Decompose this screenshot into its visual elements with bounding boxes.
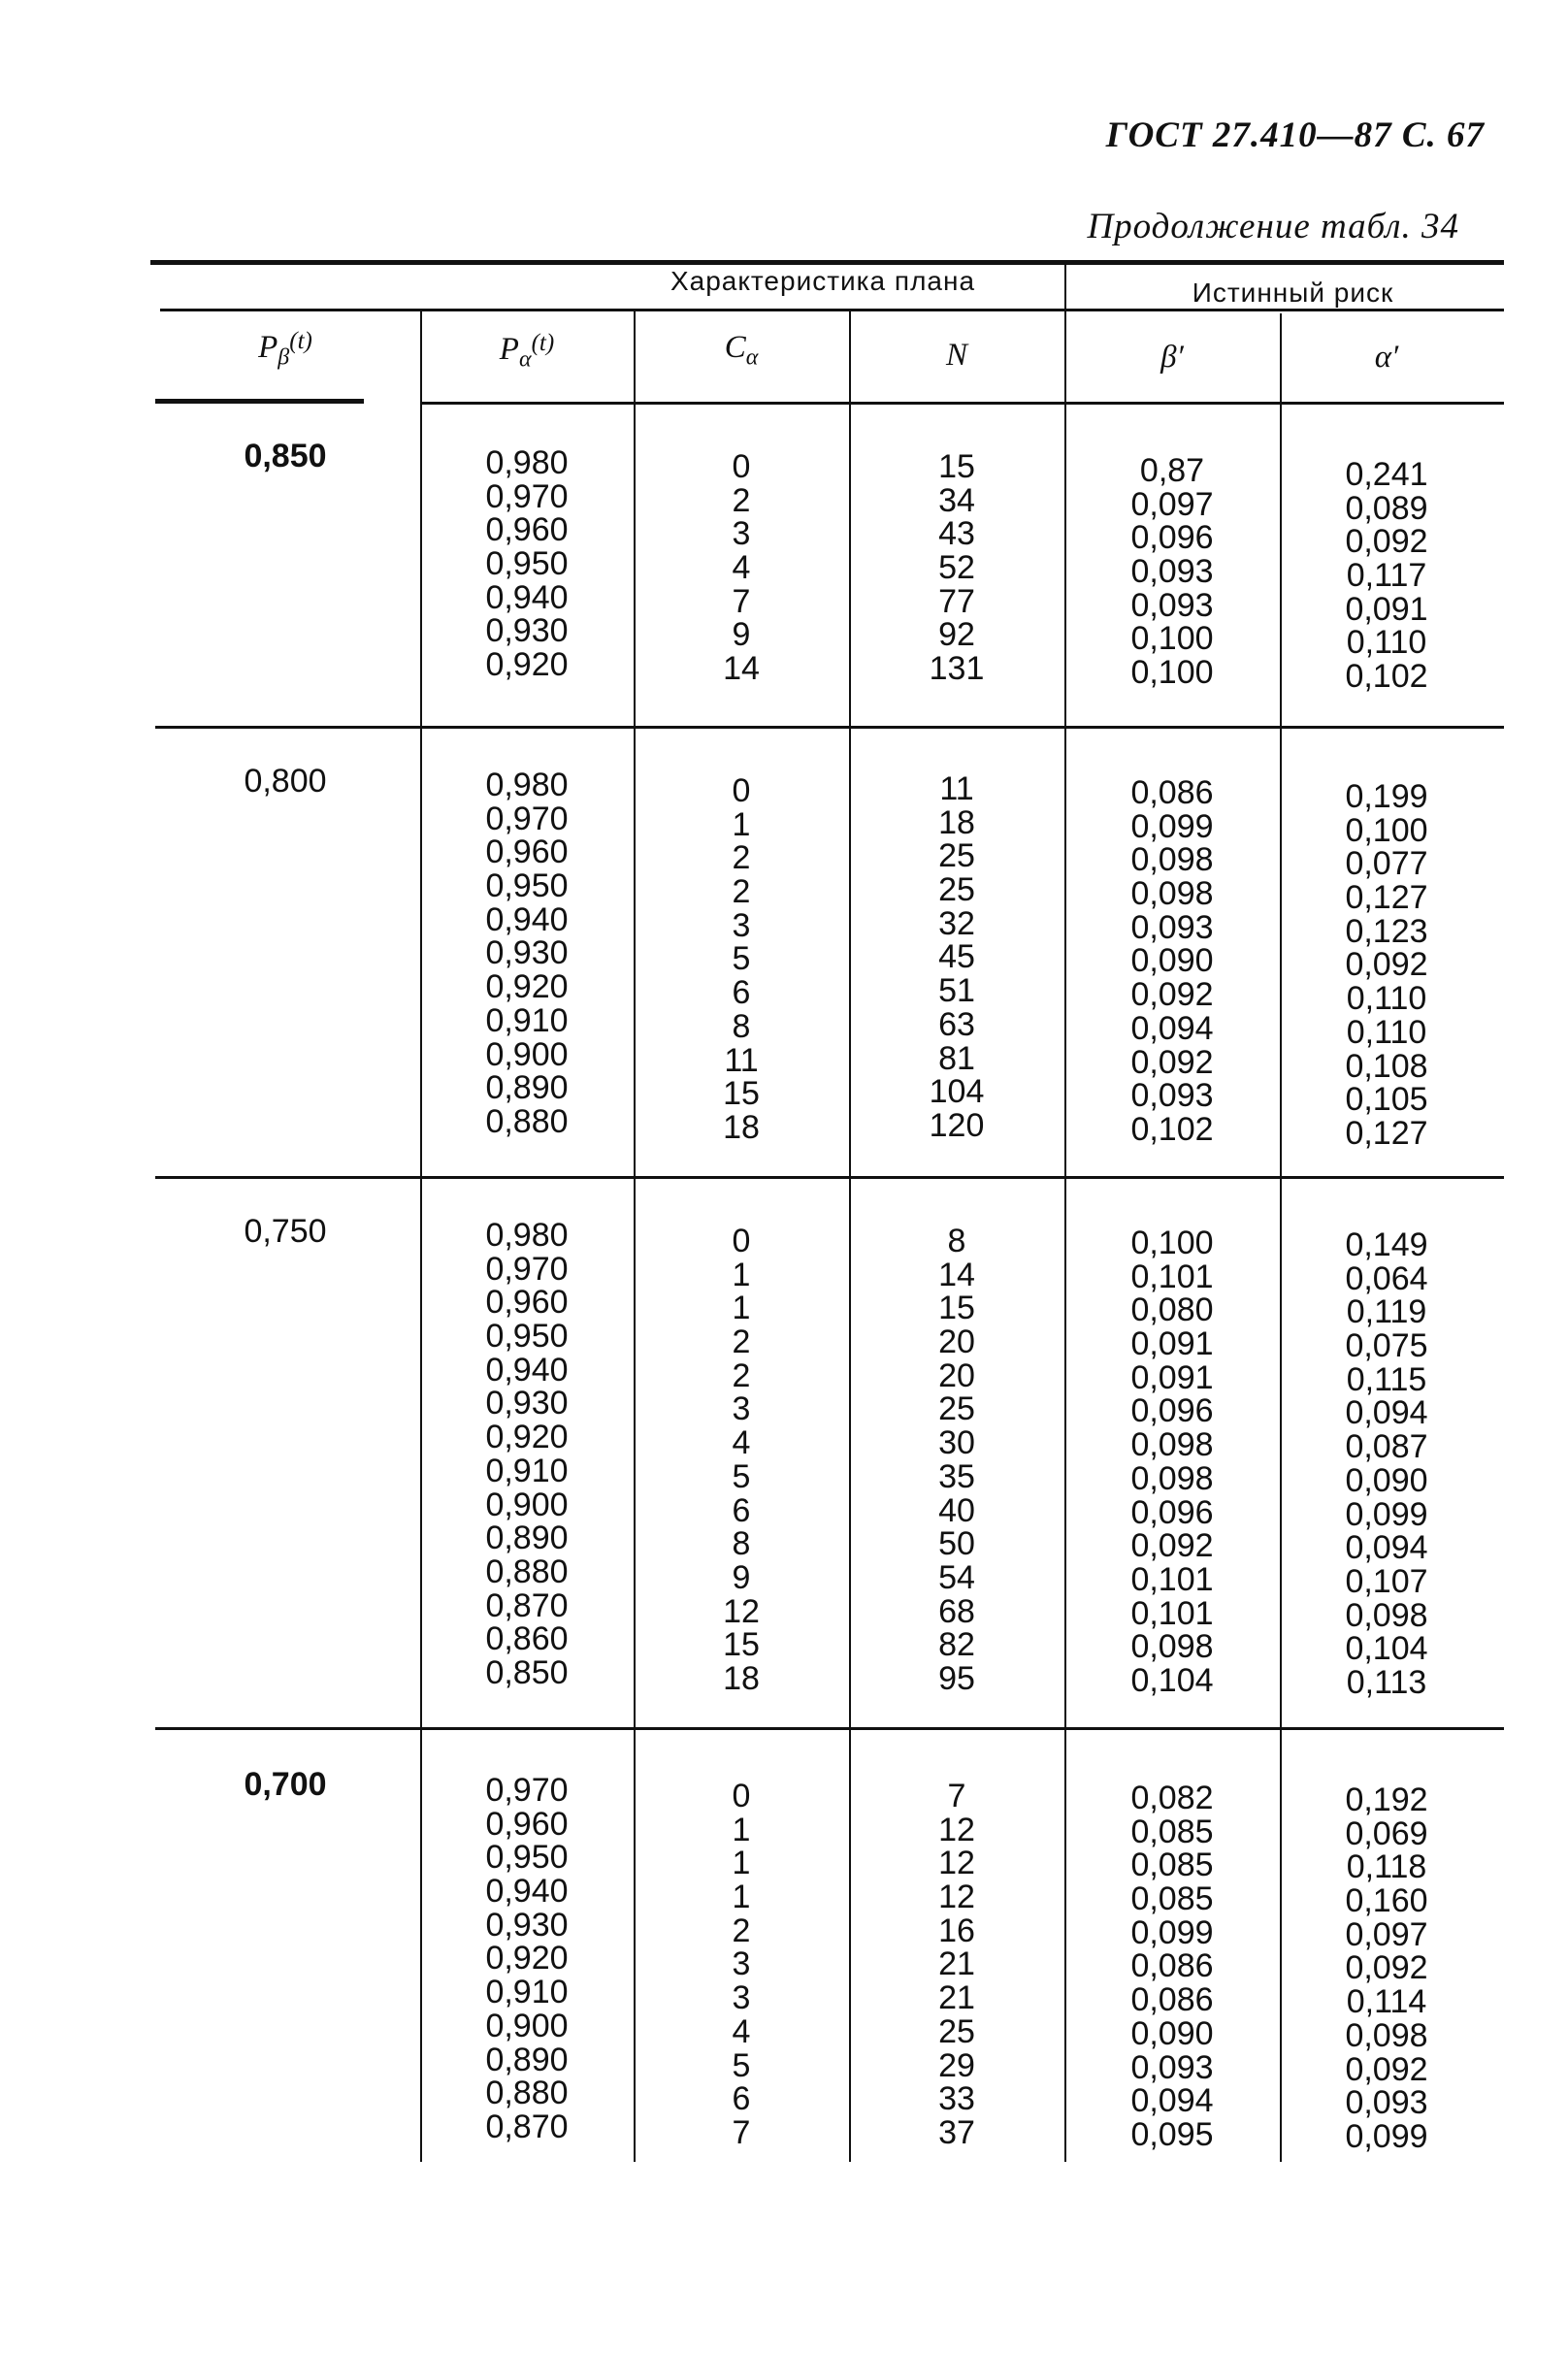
cell: 0,093 [1130, 586, 1214, 624]
cell: 0,940 [485, 900, 569, 938]
cell: 0,127 [1345, 1114, 1428, 1152]
cell: 82 [938, 1626, 975, 1664]
cell: 0,104 [1130, 1661, 1214, 1699]
cell: 12 [938, 1879, 975, 1916]
cell: 0,920 [485, 968, 569, 1006]
cell: 0,099 [1345, 2117, 1428, 2155]
cell: 0,970 [485, 1772, 569, 1809]
cell: 0,241 [1345, 456, 1428, 493]
cell: 0 [732, 1778, 751, 1814]
cell: 5 [732, 940, 751, 978]
cell: 25 [938, 1390, 975, 1428]
cell: 0,960 [485, 511, 569, 549]
cell: 8 [732, 1007, 751, 1045]
cell: 0,940 [485, 1873, 569, 1911]
cell: 0,086 [1130, 1947, 1214, 1985]
cell: 68 [938, 1592, 975, 1630]
group-p-beta-value: 0,700 [244, 1766, 327, 1803]
cell: 0,940 [485, 578, 569, 616]
cell: 0,105 [1345, 1081, 1428, 1119]
cell: 0,920 [485, 1940, 569, 1977]
cell: 0,095 [1130, 2115, 1214, 2153]
cell: 16 [938, 1912, 975, 1949]
cell: 0,970 [485, 800, 569, 837]
col-p-alpha-values [420, 1219, 634, 1690]
cell: 2 [732, 481, 751, 519]
cell: 5 [732, 1457, 751, 1495]
cell: 0,082 [1130, 1780, 1214, 1816]
cell: 0,069 [1345, 1814, 1428, 1852]
cell: 9 [732, 616, 751, 654]
cell: 0,098 [1130, 1628, 1214, 1666]
cell: 0,123 [1345, 912, 1428, 950]
col-c-alpha-values [634, 1225, 849, 1696]
cell: 0,098 [1345, 2016, 1428, 2054]
cell: 0,092 [1130, 976, 1214, 1014]
group-p-beta-value: 0,800 [244, 763, 327, 800]
cell: 0,870 [485, 1586, 569, 1624]
cell: 0,900 [485, 2007, 569, 2044]
cell: 0,086 [1130, 1981, 1214, 2019]
cell: 14 [723, 650, 760, 688]
cell: 25 [938, 871, 975, 909]
cell: 0,093 [1130, 908, 1214, 946]
cell: 0,930 [485, 934, 569, 972]
cell: 0,097 [1345, 1915, 1428, 1953]
cell: 0,950 [485, 867, 569, 905]
cell: 0,090 [1130, 942, 1214, 980]
cell: 95 [938, 1659, 975, 1697]
cell: 0,064 [1345, 1259, 1428, 1297]
cell: 0,102 [1345, 658, 1428, 696]
cell: 1 [732, 1879, 751, 1916]
cell: 0,101 [1130, 1560, 1214, 1598]
cell: 0,092 [1345, 1949, 1428, 1987]
cell: 12 [938, 1845, 975, 1882]
cell: 43 [938, 515, 975, 553]
col-beta-prime-values [1064, 776, 1280, 1147]
cell: 0,119 [1346, 1293, 1427, 1331]
cell: 0,100 [1345, 811, 1428, 849]
cell: 15 [723, 1626, 760, 1664]
cell: 0,099 [1345, 1495, 1428, 1533]
cell: 0,890 [485, 2041, 569, 2078]
col-beta-prime-values [1064, 454, 1280, 690]
cell: 18 [938, 803, 975, 841]
cell: 21 [938, 1945, 975, 1983]
cell: 3 [732, 515, 751, 553]
cell: 1 [732, 805, 751, 843]
cell: 32 [938, 904, 975, 942]
cell: 0,920 [485, 1419, 569, 1456]
cell: 40 [938, 1491, 975, 1529]
cell: 0,950 [485, 545, 569, 583]
cell: 25 [938, 837, 975, 875]
cell: 45 [938, 938, 975, 976]
cell: 0,850 [485, 1653, 569, 1691]
cell: 4 [732, 2012, 751, 2050]
cell: 0,096 [1130, 1493, 1214, 1531]
cell: 104 [929, 1073, 985, 1111]
cell: 0,87 [1139, 452, 1205, 489]
cell: 0,102 [1130, 1110, 1214, 1148]
cell: 0,920 [485, 646, 569, 684]
cell: 2 [732, 839, 751, 877]
cell: 0,093 [1130, 553, 1214, 591]
cell: 0,930 [485, 612, 569, 650]
col-beta-prime-values [1064, 1226, 1280, 1698]
cell: 1 [732, 1290, 751, 1327]
cell: 0,098 [1345, 1596, 1428, 1634]
cell: 0,085 [1130, 1880, 1214, 1918]
cell: 0,094 [1345, 1529, 1428, 1567]
cell: 81 [938, 1039, 975, 1077]
cell: 4 [732, 1424, 751, 1462]
cell: 6 [732, 2080, 751, 2118]
cell: 8 [732, 1525, 751, 1563]
cell: 77 [938, 582, 975, 620]
cell: 131 [929, 650, 985, 688]
cell: 0,092 [1345, 523, 1428, 561]
col-p-alpha-values [420, 446, 634, 682]
cell: 0,085 [1130, 1813, 1214, 1850]
header-bottom-rule [422, 402, 1504, 405]
group-rule-1 [155, 726, 1504, 729]
cell: 0,085 [1130, 1846, 1214, 1884]
cell: 0 [732, 1223, 751, 1259]
col-n-values [849, 1780, 1064, 2150]
cell: 0,980 [485, 444, 569, 481]
cell: 12 [723, 1592, 760, 1630]
cell: 15 [938, 448, 975, 485]
col-n-values [849, 450, 1064, 686]
table-top-rule [150, 260, 1504, 265]
cell: 0,100 [1130, 654, 1214, 692]
cell: 3 [732, 1979, 751, 2017]
cell: 0,900 [485, 1486, 569, 1523]
cell: 0,094 [1130, 1009, 1214, 1047]
cell: 0,930 [485, 1906, 569, 1944]
cell: 2 [732, 1324, 751, 1361]
cell: 29 [938, 2046, 975, 2084]
col-header-n: N [945, 338, 967, 373]
cell: 0,199 [1345, 778, 1428, 815]
cell: 6 [732, 1491, 751, 1529]
cell: 0,100 [1130, 1225, 1214, 1261]
cell: 15 [723, 1075, 760, 1113]
cell: 0,098 [1130, 841, 1214, 879]
cell: 0,101 [1130, 1258, 1214, 1295]
cell: 34 [938, 481, 975, 519]
cell: 3 [732, 1390, 751, 1428]
cell: 0,098 [1130, 1459, 1214, 1497]
cell: 0,192 [1345, 1781, 1428, 1818]
cell: 0,093 [1130, 1077, 1214, 1115]
cell: 0,077 [1345, 845, 1428, 883]
header-bottom-rule-left [155, 399, 364, 404]
cell: 2 [732, 1912, 751, 1949]
col-n-values [849, 1225, 1064, 1696]
group-rule-3 [155, 1727, 1504, 1730]
cell: 35 [938, 1457, 975, 1495]
col-c-alpha-values [634, 1780, 849, 2150]
subheader-rule [160, 309, 1504, 311]
cell: 0,118 [1346, 1848, 1427, 1886]
cell: 9 [732, 1558, 751, 1596]
cell: 0,950 [485, 1839, 569, 1877]
cell: 0,950 [485, 1318, 569, 1356]
cell: 0,099 [1130, 1913, 1214, 1951]
cell: 33 [938, 2080, 975, 2118]
cell: 120 [929, 1106, 985, 1144]
cell: 1 [732, 1845, 751, 1882]
cell: 14 [938, 1256, 975, 1293]
cell: 0,880 [485, 1552, 569, 1590]
col-header-alpha-prime: α′ [1374, 340, 1399, 375]
page-header: ГОСТ 27.410—87 С. 67 [1105, 115, 1485, 155]
col-header-beta-prime: β′ [1160, 340, 1184, 375]
cell: 37 [938, 2113, 975, 2151]
cell: 0,092 [1130, 1043, 1214, 1081]
col-p-alpha-values [420, 1774, 634, 2144]
cell: 0,089 [1345, 489, 1428, 527]
cell: 0,960 [485, 833, 569, 871]
cell: 0,149 [1345, 1226, 1428, 1263]
cell: 0,092 [1345, 946, 1428, 984]
col-n-values [849, 772, 1064, 1143]
cell: 0,960 [485, 1284, 569, 1322]
cell: 0,910 [485, 1001, 569, 1039]
cell: 0,107 [1345, 1562, 1428, 1600]
table-continuation-caption: Продолжение табл. 34 [1087, 207, 1459, 246]
cell: 0,910 [485, 1452, 569, 1489]
cell: 0,096 [1130, 1392, 1214, 1430]
cell: 0,091 [1130, 1358, 1214, 1396]
cell: 0,090 [1345, 1461, 1428, 1499]
cell: 0,930 [485, 1385, 569, 1422]
cell: 0,900 [485, 1035, 569, 1073]
cell: 7 [732, 2113, 751, 2151]
group-p-beta-value: 0,850 [244, 438, 327, 474]
cell: 0,108 [1345, 1047, 1428, 1085]
col-alpha-prime-values [1280, 780, 1493, 1151]
cell: 2 [732, 873, 751, 911]
cell: 11 [724, 1041, 759, 1079]
cell: 0,890 [485, 1069, 569, 1107]
cell: 0,086 [1130, 774, 1214, 811]
cell: 11 [939, 770, 974, 807]
cell: 6 [732, 974, 751, 1012]
cell: 0,940 [485, 1351, 569, 1389]
group-p-beta-value: 0,750 [244, 1213, 327, 1250]
cell: 0 [732, 772, 751, 809]
cell: 1 [732, 1811, 751, 1848]
cell: 2 [732, 1356, 751, 1394]
cell: 0,075 [1345, 1327, 1428, 1365]
cell: 0,100 [1130, 620, 1214, 658]
cell: 18 [723, 1108, 760, 1146]
col-header-p-alpha: $P_\alpha^{(t)}$ [499, 330, 555, 373]
cell: 0 [732, 448, 751, 485]
cell: 0,091 [1345, 590, 1428, 628]
cell: 1 [732, 1256, 751, 1293]
cell: 4 [732, 549, 751, 587]
col-alpha-prime-values [1280, 1783, 1493, 2154]
col-header-c-alpha: $C_\alpha$ [724, 330, 759, 371]
col-c-alpha-values [634, 774, 849, 1145]
col-c-alpha-values [634, 450, 849, 686]
cell: 8 [947, 1223, 966, 1259]
cell: 0,980 [485, 767, 569, 803]
cell: 0,910 [485, 1974, 569, 2011]
cell: 0,113 [1346, 1663, 1427, 1701]
cell: 0,092 [1345, 2050, 1428, 2088]
cell: 20 [938, 1356, 975, 1394]
cell: 20 [938, 1324, 975, 1361]
cell: 0,094 [1130, 2082, 1214, 2120]
cell: 0,110 [1346, 1013, 1427, 1051]
cell: 0,117 [1346, 557, 1427, 595]
cell: 30 [938, 1424, 975, 1462]
cell: 25 [938, 2012, 975, 2050]
col-beta-prime-values [1064, 1781, 1280, 2152]
cell: 0,114 [1346, 1983, 1427, 2021]
cell: 21 [938, 1979, 975, 2017]
cell: 0,104 [1345, 1630, 1428, 1668]
cell: 15 [938, 1290, 975, 1327]
cell: 0,110 [1346, 624, 1427, 662]
cell: 0,127 [1345, 879, 1428, 917]
cell: 12 [938, 1811, 975, 1848]
col-p-alpha-values [420, 768, 634, 1139]
cell: 0,980 [485, 1217, 569, 1254]
cell: 52 [938, 549, 975, 587]
cell: 0,101 [1130, 1594, 1214, 1632]
cell: 0,098 [1130, 1426, 1214, 1464]
cell: 50 [938, 1525, 975, 1563]
cell: 0,970 [485, 1250, 569, 1288]
cell: 0,870 [485, 2108, 569, 2145]
group-header-plan: Характеристика плана [670, 266, 976, 296]
cell: 0,093 [1345, 2084, 1428, 2122]
cell: 7 [732, 582, 751, 620]
cell: 92 [938, 616, 975, 654]
cell: 3 [732, 906, 751, 944]
cell: 0,087 [1345, 1428, 1428, 1466]
cell: 0,091 [1130, 1325, 1214, 1363]
group-rule-2 [155, 1176, 1504, 1179]
cell: 0,093 [1130, 2048, 1214, 2086]
col-header-p-beta: $P_\beta^{(t)}$ [258, 328, 312, 371]
cell: 0,080 [1130, 1291, 1214, 1329]
cell: 0,097 [1130, 485, 1214, 523]
cell: 0,092 [1130, 1527, 1214, 1565]
data-table [150, 260, 1504, 2162]
cell: 0,970 [485, 477, 569, 515]
cell: 18 [723, 1659, 760, 1697]
cell: 3 [732, 1945, 751, 1983]
cell: 0,098 [1130, 875, 1214, 913]
cell: 0,160 [1345, 1882, 1428, 1920]
col-alpha-prime-values [1280, 1228, 1493, 1700]
cell: 51 [938, 972, 975, 1010]
cell: 0,090 [1130, 2014, 1214, 2052]
cell: 0,960 [485, 1805, 569, 1843]
cell: 0,880 [485, 2075, 569, 2112]
cell: 0,860 [485, 1620, 569, 1658]
cell: 0,099 [1130, 807, 1214, 845]
cell: 0,890 [485, 1520, 569, 1557]
cell: 63 [938, 1005, 975, 1043]
cell: 0,110 [1346, 980, 1427, 1018]
cell: 0,096 [1130, 519, 1214, 557]
cell: 5 [732, 2046, 751, 2084]
cell: 0,094 [1345, 1394, 1428, 1432]
cell: 54 [938, 1558, 975, 1596]
cell: 0,880 [485, 1102, 569, 1140]
group-header-risk: Истинный риск [1192, 278, 1394, 308]
cell: 7 [947, 1778, 966, 1814]
col-alpha-prime-values [1280, 458, 1493, 694]
cell: 0,115 [1346, 1360, 1427, 1398]
